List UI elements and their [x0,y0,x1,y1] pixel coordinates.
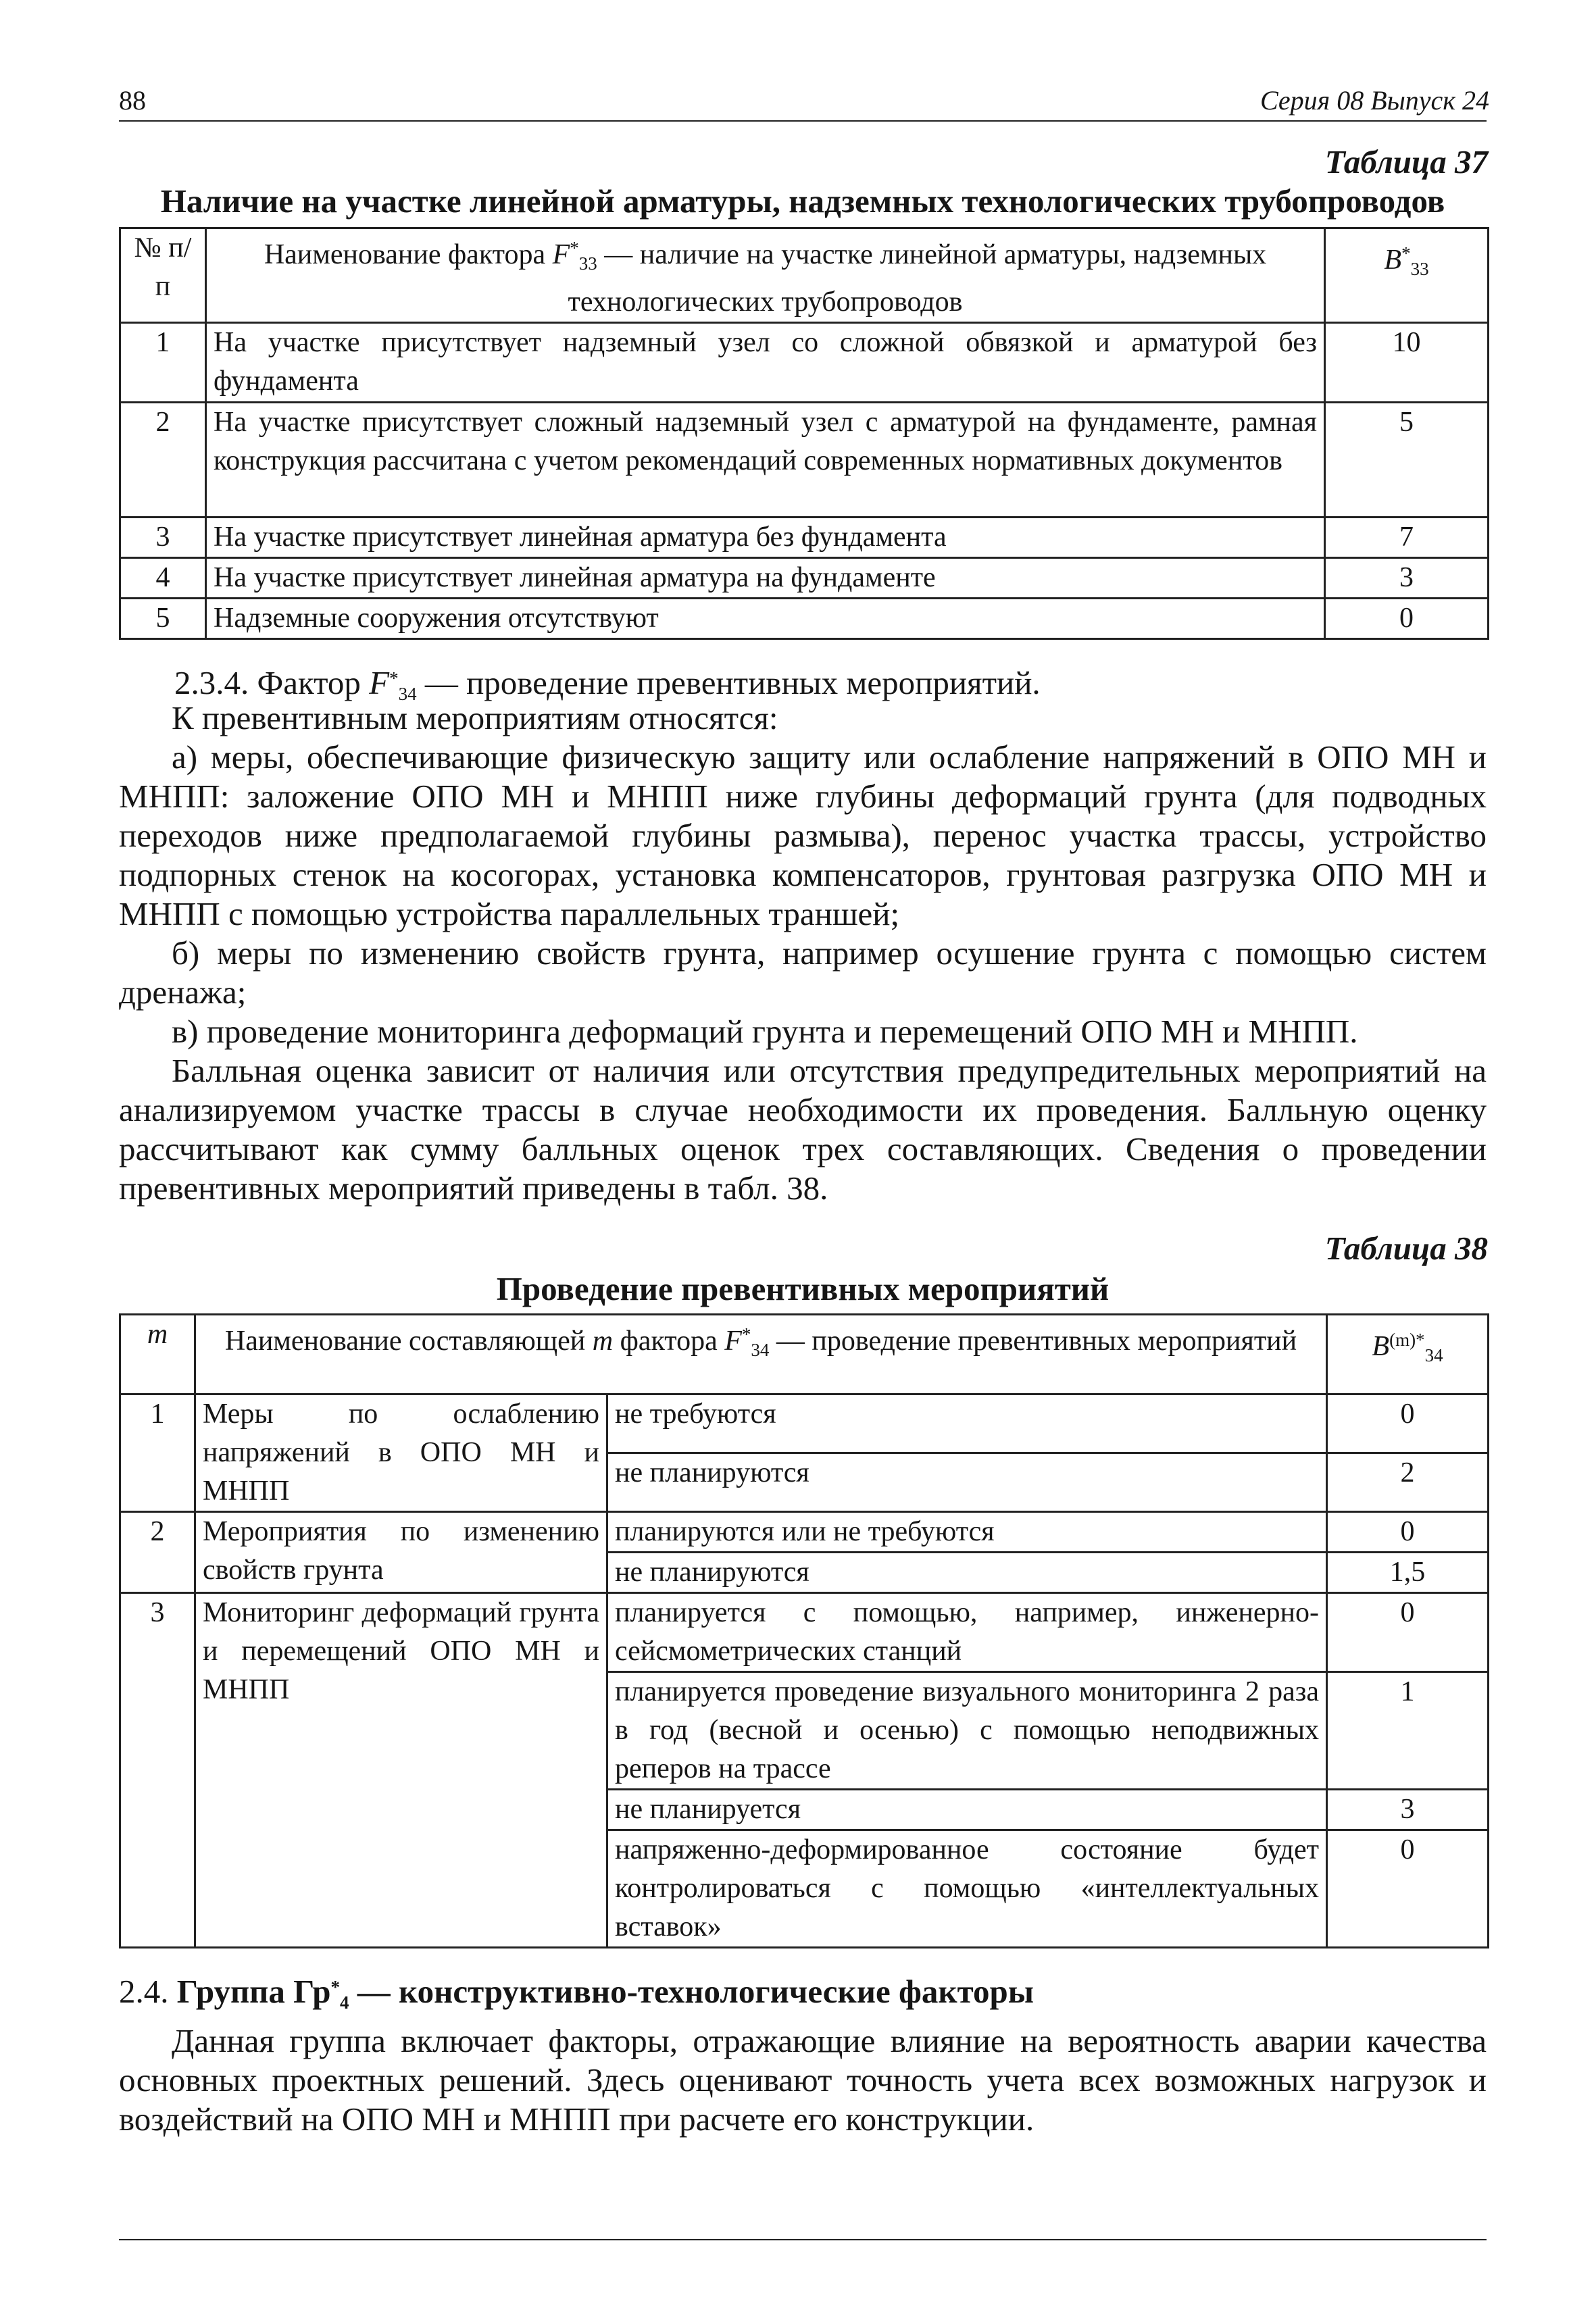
option-score: 0 [1327,1830,1489,1948]
factor-symbol [369,664,417,704]
score-symbol [1372,1330,1443,1365]
head-num-text: № п/п [134,232,192,302]
paragraph: К превентивным мероприятиям относятся: [172,699,778,736]
head-name-after: — проведение превентивных мероприятий [769,1326,1297,1357]
row-text: На участке присутствует надземный узел со сложной обвязкой и арматурой без фундамента [206,323,1325,403]
table-row [120,1512,1489,1553]
head-name-before: Наименование составляющей [224,1326,586,1357]
section-prefix: 2.4. [119,1973,169,2010]
score-symbol [1384,243,1429,279]
symbol-sub: 4 [340,1992,349,2013]
score-sup: (m)* [1389,1330,1425,1350]
row-num: 3 [120,518,206,558]
score-letter: B [1372,1331,1390,1362]
row-num: 5 [120,599,206,639]
option-text: планируются или не требуются [607,1512,1327,1553]
group-name: Мероприятия по изменению свойств грунта [195,1512,607,1593]
paragraph: б) меры по изменению свойств грунта, например осушение грунта с помощью систем дренажа; [119,934,1487,1011]
option-score: 0 [1327,1512,1489,1553]
row-score: 3 [1325,558,1489,599]
table37-title: Наличие на участке линейной арматуры, надземных технологических трубопроводов [160,182,1445,220]
footer-rule [119,2239,1487,2240]
head-name-after: — наличие на участке линейной арматуры, надземных технологических трубопроводов [568,239,1267,318]
paragraph: а) меры, обеспечивающие физическую защиту или ослабление напряжений в ОПО МН и МНПП: заложение ОПО МН и МНПП ниже глубины деформаций грунта (для подводных переходов ниже предполагаемой глубины размыва), перенос участка трассы, устройство подпорных стенок на косогорах, установка компенсаторов, грунтовая разгрузка ОПО МН и МНПП с помощью устройства параллельных траншей; [119,738,1487,932]
symbol-letter: Гр [293,1973,331,2010]
option-text: не планируется [607,1790,1327,1830]
group-num: 1 [120,1394,195,1512]
section-title-after: — конструктивно-технологические факторы [349,1973,1034,2010]
group-num: 2 [120,1512,195,1593]
factor-heading-after: — проведение превентивных мероприятий. [416,664,1041,701]
table37-head-score [1325,228,1489,323]
row-num: 2 [120,403,206,518]
row-score: 7 [1325,518,1489,558]
table38-head-score [1327,1315,1489,1394]
symbol-sup: * [389,668,399,688]
option-score: 0 [1327,1593,1489,1672]
paragraph: в) проведение мониторинга деформаций грунта и перемещений ОПО МН и МНПП. [172,1013,1358,1050]
score-sup: * [1401,243,1411,263]
option-score: 2 [1327,1453,1489,1512]
factor-symbol [552,238,597,274]
page-number: 88 [119,85,146,116]
option-score: 3 [1327,1790,1489,1830]
row-num: 4 [120,558,206,599]
group-num: 3 [120,1593,195,1948]
table38-head-name [195,1315,1327,1394]
factor-heading-before: 2.3.4. Фактор [174,664,361,701]
table38-header-row [120,1315,1489,1394]
factor-symbol [724,1324,770,1360]
group-name: Меры по ослаблению напряжений в ОПО МН и МНПП [195,1394,607,1512]
table38-title: Проведение превентивных мероприятий [496,1270,1109,1307]
head-name-mid: фактора [620,1326,718,1357]
section-group-word: Группа [176,1973,285,2010]
symbol-sup: * [330,1977,341,1997]
option-text: планируется проведение визуального мониторинга 2 раза в год (весной и осенью) с помощью неподвижных реперов на трассе [607,1672,1327,1790]
row-text: На участке присутствует линейная арматура на фундаменте [206,558,1325,599]
table-row [120,518,1489,558]
option-score: 1 [1327,1672,1489,1790]
paragraph: Данная группа включает факторы, отражающие влияние на вероятность аварии качества основных проектных решений. Здесь оценивают точность учета всех возможных нагрузок и воздействий на ОПО МН и МНПП при расчете его конструкции. [119,2022,1487,2138]
group-name: Мониторинг деформаций грунта и перемещений ОПО МН и МНПП [195,1593,607,1948]
symbol-letter: F [369,664,390,701]
row-score: 5 [1325,403,1489,518]
row-text: Надземные сооружения отсутствуют [206,599,1325,639]
symbol-sub: 34 [398,684,417,704]
score-letter: B [1384,245,1402,276]
row-score: 10 [1325,323,1489,403]
table-row [120,323,1489,403]
table38-caption: Таблица 38 [1324,1230,1488,1267]
table-row [120,558,1489,599]
table37 [119,227,1489,640]
row-text: На участке присутствует линейная арматура без фундамента [206,518,1325,558]
option-text: не планируются [607,1553,1327,1593]
paragraph: Балльная оценка зависит от наличия или отсутствия предупредительных мероприятий на анализируемом участке трассы в случае необходимости их проведения. Балльную оценку рассчитывают как сумму балльных оценок трех составляющих. Сведения о проведении превентивных мероприятий приведены в табл. 38. [119,1052,1487,1207]
option-text: напряженно-деформированное состояние будет контролироваться с помощью «интеллектуальных вставок» [607,1830,1327,1948]
table37-caption: Таблица 37 [1324,143,1488,180]
table-row [120,1394,1489,1453]
section-heading [119,1967,1034,2022]
option-text: не требуются [607,1394,1327,1453]
table38-head-m: m [120,1315,195,1394]
table37-head-num [120,228,206,323]
group-symbol [293,1973,349,2013]
table37-head-name [206,228,1325,323]
head-name-before: Наименование фактора [264,239,546,270]
score-sub: 34 [1424,1345,1443,1365]
table-row [120,599,1489,639]
symbol-sub: 34 [751,1340,770,1360]
row-num: 1 [120,323,206,403]
table-row [120,403,1489,518]
head-name-m: m [592,1326,614,1357]
table37-header-row [120,228,1489,323]
symbol-sub: 33 [578,253,597,274]
option-text: не планируются [607,1453,1327,1512]
symbol-letter: F [552,239,570,270]
option-text: планируется с помощью, например, инженерно-сейсмометрических станций [607,1593,1327,1672]
symbol-sup: * [741,1324,751,1344]
option-score: 1,5 [1327,1553,1489,1593]
symbol-letter: F [724,1326,742,1357]
header-rule [119,120,1487,122]
symbol-sup: * [570,238,579,258]
row-text: На участке присутствует сложный надземный узел с арматурой на фундаменте, рамная конструкция рассчитана с учетом рекомендаций современных нормативных документов [206,403,1325,518]
table38 [119,1313,1489,1948]
series-label: Серия 08 Выпуск 24 [1260,85,1489,116]
table-row [120,1593,1489,1672]
option-score: 0 [1327,1394,1489,1453]
score-sub: 33 [1410,259,1429,279]
row-score: 0 [1325,599,1489,639]
